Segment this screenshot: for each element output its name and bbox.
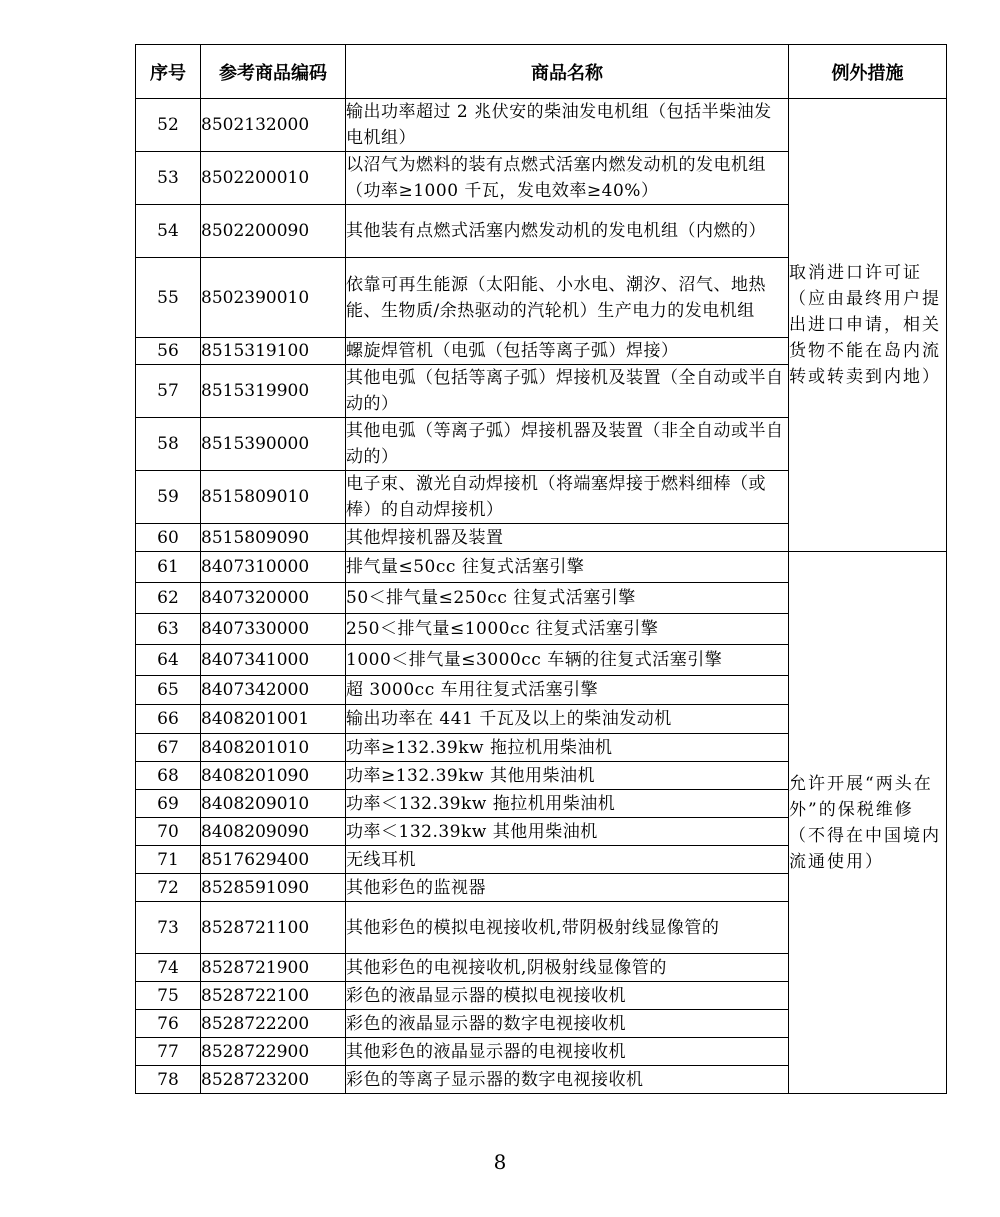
cell-name: 功率＜132.39kw 拖拉机用柴油机 [346, 790, 789, 818]
cell-code: 8528721100 [201, 902, 346, 954]
cell-code: 8502200010 [201, 152, 346, 205]
cell-seq: 71 [136, 846, 201, 874]
cell-code: 8502132000 [201, 99, 346, 152]
cell-code: 8528721900 [201, 954, 346, 982]
cell-code: 8408209010 [201, 790, 346, 818]
cell-seq: 58 [136, 418, 201, 471]
header-measure: 例外措施 [789, 45, 947, 99]
cell-name: 其他焊接机器及装置 [346, 524, 789, 552]
cell-name: 输出功率在 441 千瓦及以上的柴油发动机 [346, 705, 789, 734]
cell-name: 彩色的液晶显示器的数字电视接收机 [346, 1010, 789, 1038]
cell-seq: 52 [136, 99, 201, 152]
cell-seq: 78 [136, 1066, 201, 1094]
cell-seq: 72 [136, 874, 201, 902]
cell-seq: 54 [136, 205, 201, 258]
cell-name: 依靠可再生能源（太阳能、小水电、潮汐、沼气、地热能、生物质/余热驱动的汽轮机）生产电力的发电机组 [346, 258, 789, 338]
cell-code: 8528722100 [201, 982, 346, 1010]
cell-code: 8528591090 [201, 874, 346, 902]
cell-code: 8528723200 [201, 1066, 346, 1094]
cell-seq: 62 [136, 583, 201, 614]
cell-name: 以沼气为燃料的装有点燃式活塞内燃发动机的发电机组（功率≥1000 千瓦，发电效率≥40%） [346, 152, 789, 205]
cell-seq: 66 [136, 705, 201, 734]
cell-code: 8515390000 [201, 418, 346, 471]
cell-seq: 60 [136, 524, 201, 552]
cell-code: 8408209090 [201, 818, 346, 846]
cell-name: 其他彩色的液晶显示器的电视接收机 [346, 1038, 789, 1066]
cell-code: 8407342000 [201, 676, 346, 705]
cell-name: 250＜排气量≤1000cc 往复式活塞引擎 [346, 614, 789, 645]
cell-name: 输出功率超过 2 兆伏安的柴油发电机组（包括半柴油发电机组） [346, 99, 789, 152]
cell-seq: 57 [136, 365, 201, 418]
cell-code: 8407320000 [201, 583, 346, 614]
cell-code: 8502390010 [201, 258, 346, 338]
cell-name: 其他装有点燃式活塞内燃发动机的发电机组（内燃的） [346, 205, 789, 258]
table-header-row [136, 45, 947, 99]
cell-measure: 允许开展“两头在外”的保税维修（不得在中国境内流通使用） [789, 552, 947, 1094]
cell-code: 8407341000 [201, 645, 346, 676]
cell-seq: 63 [136, 614, 201, 645]
cell-name: 1000＜排气量≤3000cc 车辆的往复式活塞引擎 [346, 645, 789, 676]
cell-seq: 70 [136, 818, 201, 846]
cell-name: 其他电弧（包括等离子弧）焊接机及装置（全自动或半自动的） [346, 365, 789, 418]
cell-code: 8515319100 [201, 338, 346, 365]
cell-code: 8408201010 [201, 734, 346, 762]
cell-name: 其他彩色的模拟电视接收机,带阴极射线显像管的 [346, 902, 789, 954]
cell-name: 螺旋焊管机（电弧（包括等离子弧）焊接） [346, 338, 789, 365]
cell-name: 其他彩色的监视器 [346, 874, 789, 902]
cell-seq: 55 [136, 258, 201, 338]
cell-code: 8517629400 [201, 846, 346, 874]
cell-seq: 77 [136, 1038, 201, 1066]
cell-seq: 73 [136, 902, 201, 954]
cell-seq: 56 [136, 338, 201, 365]
cell-code: 8515809010 [201, 471, 346, 524]
cell-code: 8528722900 [201, 1038, 346, 1066]
goods-table [135, 44, 947, 1094]
header-name: 商品名称 [346, 45, 789, 99]
cell-name: 其他电弧（等离子弧）焊接机器及装置（非全自动或半自动的） [346, 418, 789, 471]
cell-code: 8407310000 [201, 552, 346, 583]
table-row [136, 99, 947, 152]
cell-seq: 64 [136, 645, 201, 676]
cell-seq: 53 [136, 152, 201, 205]
cell-code: 8515809090 [201, 524, 346, 552]
header-code: 参考商品编码 [201, 45, 346, 99]
cell-name: 排气量≤50cc 往复式活塞引擎 [346, 552, 789, 583]
cell-name: 功率≥132.39kw 拖拉机用柴油机 [346, 734, 789, 762]
cell-name: 彩色的液晶显示器的模拟电视接收机 [346, 982, 789, 1010]
header-seq: 序号 [136, 45, 201, 99]
cell-code: 8502200090 [201, 205, 346, 258]
table-row [136, 552, 947, 583]
page-number: 8 [493, 1150, 507, 1174]
cell-seq: 74 [136, 954, 201, 982]
cell-name: 功率＜132.39kw 其他用柴油机 [346, 818, 789, 846]
cell-code: 8408201090 [201, 762, 346, 790]
cell-code: 8515319900 [201, 365, 346, 418]
cell-name: 电子束、激光自动焊接机（将端塞焊接于燃料细棒（或棒）的自动焊接机） [346, 471, 789, 524]
cell-seq: 59 [136, 471, 201, 524]
cell-name: 功率≥132.39kw 其他用柴油机 [346, 762, 789, 790]
table-body [136, 99, 947, 1094]
cell-name: 超 3000cc 车用往复式活塞引擎 [346, 676, 789, 705]
cell-measure: 取消进口许可证（应由最终用户提出进口申请，相关货物不能在岛内流转或转卖到内地） [789, 99, 947, 552]
cell-seq: 67 [136, 734, 201, 762]
cell-code: 8408201001 [201, 705, 346, 734]
cell-code: 8528722200 [201, 1010, 346, 1038]
cell-name: 彩色的等离子显示器的数字电视接收机 [346, 1066, 789, 1094]
cell-seq: 69 [136, 790, 201, 818]
cell-seq: 61 [136, 552, 201, 583]
cell-seq: 76 [136, 1010, 201, 1038]
cell-seq: 68 [136, 762, 201, 790]
cell-name: 其他彩色的电视接收机,阴极射线显像管的 [346, 954, 789, 982]
cell-seq: 75 [136, 982, 201, 1010]
cell-name: 无线耳机 [346, 846, 789, 874]
cell-code: 8407330000 [201, 614, 346, 645]
cell-seq: 65 [136, 676, 201, 705]
cell-name: 50＜排气量≤250cc 往复式活塞引擎 [346, 583, 789, 614]
